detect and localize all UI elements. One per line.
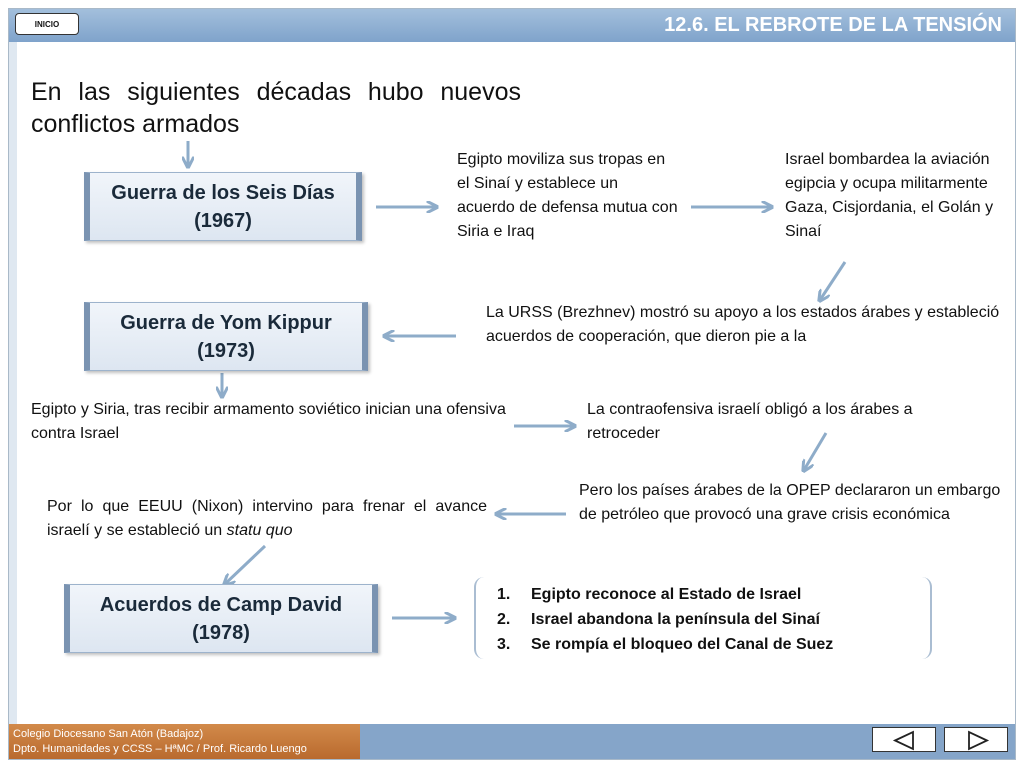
list-item xyxy=(497,607,833,632)
term-number: 2. xyxy=(497,611,511,628)
israeli-counteroffensive-text: La contraofensiva israelí obligó a los árabes a retroceder xyxy=(587,401,913,442)
triangle-left-icon xyxy=(873,728,937,753)
urss-support-text: La URSS (Brezhnev) mostró su apoyo a los estados árabes y estableció acuerdos de cooperación, que dieron pie a la xyxy=(486,304,1000,345)
israel-bombs-text: Israel bombardea la aviación egipcia y ocupa militarmente Gaza, Cisjordania, el Golán y Sinaí xyxy=(785,151,994,240)
term-text: Egipto reconoce al Estado de Israel xyxy=(531,586,802,603)
agreement-name: Acuerdos de Camp David xyxy=(99,593,343,616)
intro-text: En las siguientes décadas hubo nuevos conflictos armados xyxy=(31,78,521,138)
next-slide-button[interactable] xyxy=(944,727,1008,752)
soviet-offensive-text: Egipto y Siria, tras recibir armamento soviético inician una ofensiva contra Israel xyxy=(31,401,506,442)
statu-quo-term: statu quo xyxy=(226,522,293,539)
usa-intervention-main: Por lo que EEUU (Nixon) intervino para frenar el avance israelí y se estableció un xyxy=(47,498,487,539)
term-text: Se rompía el bloqueo del Canal de Suez xyxy=(531,636,834,653)
camp-david-box xyxy=(64,584,378,653)
list-item xyxy=(497,582,833,607)
footer-credit xyxy=(9,724,360,759)
usa-intervention-text xyxy=(47,495,487,543)
war-name: Guerra de los Seis Días xyxy=(111,181,335,204)
opep-embargo-text: Pero los países árabes de la OPEP declararon un embargo de petróleo que provocó una grave crisis económica xyxy=(579,482,1001,523)
six-day-war-box xyxy=(84,172,362,241)
war-year: (1973) xyxy=(197,339,255,362)
agreement-year: (1978) xyxy=(192,621,250,644)
previous-slide-button[interactable] xyxy=(872,727,936,752)
slide-title: 12.6. EL REBROTE DE LA TENSIÓN xyxy=(664,14,1002,36)
footer-department: Dpto. Humanidades y CCSS – HªMC / Prof. Ricardo Luengo xyxy=(13,743,307,755)
footer-school: Colegio Diocesano San Atón (Badajoz) xyxy=(13,728,204,740)
term-text: Israel abandona la península del Sinaí xyxy=(531,611,820,628)
term-number: 1. xyxy=(497,586,511,603)
agreement-terms-list xyxy=(497,582,833,657)
yom-kippur-war-box xyxy=(84,302,368,371)
home-button[interactable]: INICIO xyxy=(15,13,79,35)
term-number: 3. xyxy=(497,636,511,653)
egypt-mobilizes-text: Egipto moviliza sus tropas en el Sinaí y establece un acuerdo de defensa mutua con Siria e Iraq xyxy=(457,151,678,240)
war-year: (1967) xyxy=(194,209,252,232)
war-name: Guerra de Yom Kippur xyxy=(120,311,332,334)
triangle-right-icon xyxy=(945,728,1009,753)
list-item xyxy=(497,632,833,657)
left-decoration-strip xyxy=(9,42,17,724)
